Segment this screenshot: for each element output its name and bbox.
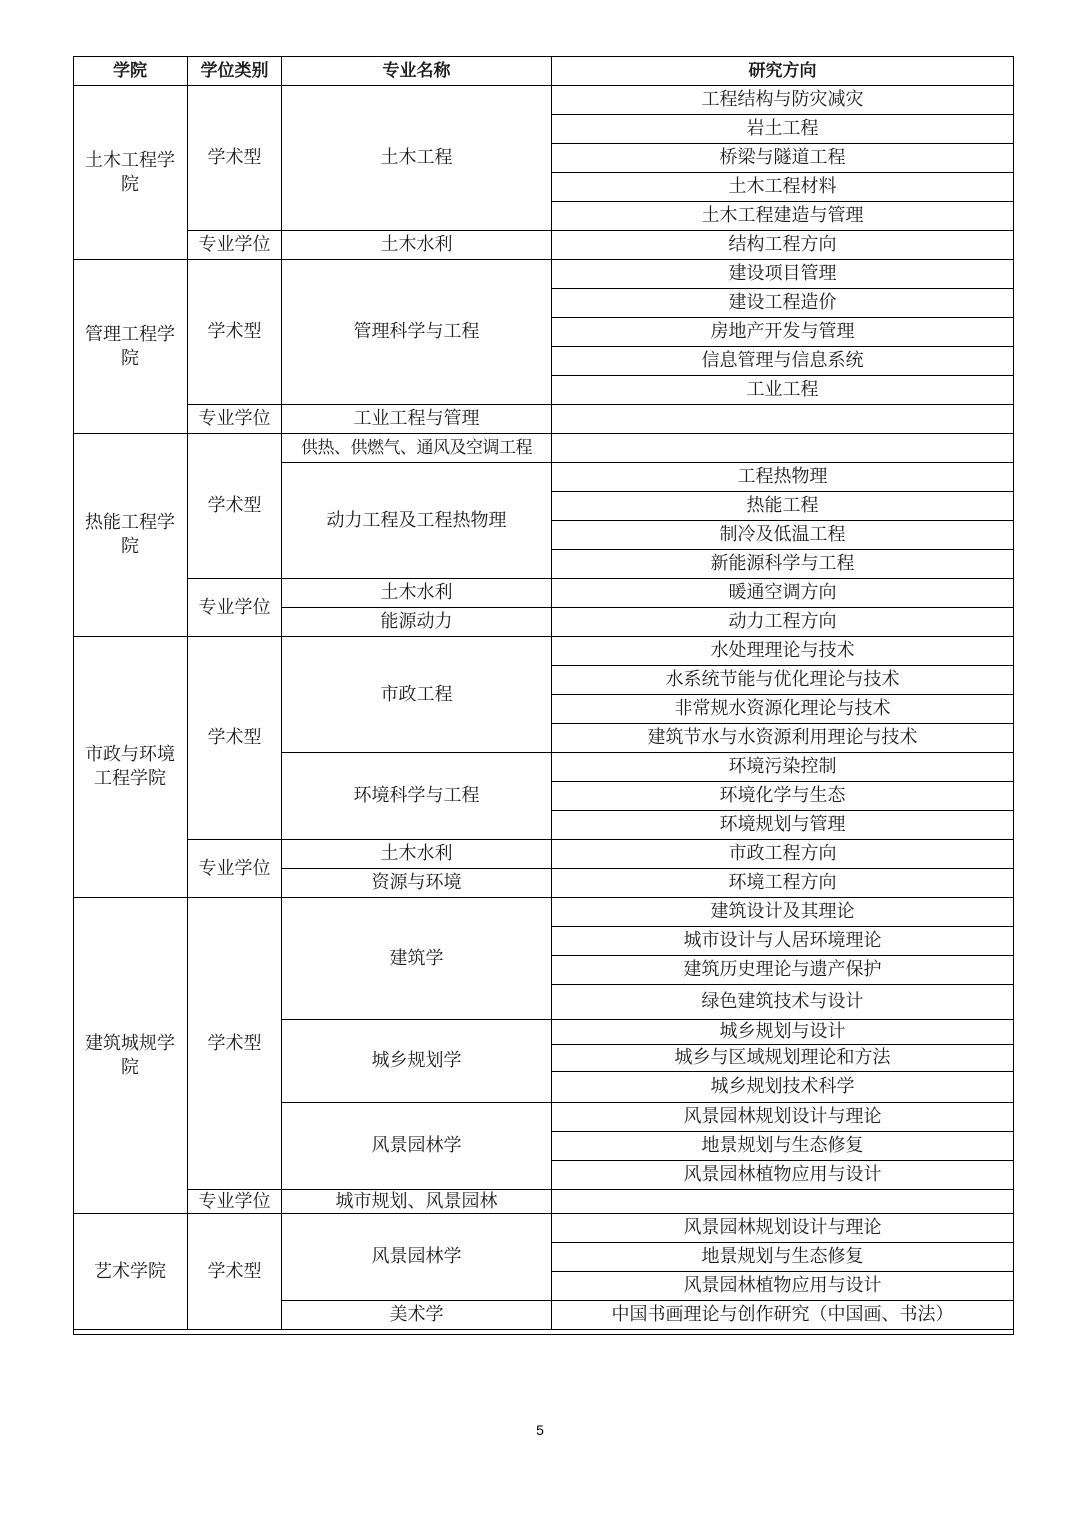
research-direction-cell: 热能工程 <box>552 492 1014 521</box>
major-name-cell: 城市规划、风景园林 <box>282 1190 552 1214</box>
research-direction-cell: 环境污染控制 <box>552 753 1014 782</box>
research-direction-cell: 工业工程 <box>552 376 1014 405</box>
research-direction-cell: 非常规水资源化理论与技术 <box>552 695 1014 724</box>
research-direction-cell: 环境规划与管理 <box>552 811 1014 840</box>
major-name-cell: 土木工程 <box>282 86 552 231</box>
degree-type-cell: 学术型 <box>188 1214 282 1330</box>
research-direction-cell: 地景规划与生态修复 <box>552 1132 1014 1161</box>
college-cell: 管理工程学院 <box>73 260 188 434</box>
research-direction-cell: 暖通空调方向 <box>552 579 1014 608</box>
page-number: 5 <box>536 1422 544 1438</box>
research-direction-cell: 绿色建筑技术与设计 <box>552 985 1014 1020</box>
college-cell: 市政与环境工程学院 <box>73 637 188 898</box>
research-direction-cell: 城乡规划技术科学 <box>552 1072 1014 1103</box>
degree-type-cell: 专业学位 <box>188 1190 282 1214</box>
header-college: 学院 <box>73 56 188 86</box>
header-research-direction: 研究方向 <box>552 56 1014 86</box>
major-name-cell: 风景园林学 <box>282 1103 552 1190</box>
research-direction-cell: 建筑历史理论与遗产保护 <box>552 956 1014 985</box>
research-direction-cell: 新能源科学与工程 <box>552 550 1014 579</box>
research-direction-cell: 城乡规划与设计 <box>552 1020 1014 1045</box>
major-name-cell: 管理科学与工程 <box>282 260 552 405</box>
research-direction-cell: 地景规划与生态修复 <box>552 1243 1014 1272</box>
research-direction-cell <box>552 405 1014 434</box>
research-direction-cell: 制冷及低温工程 <box>552 521 1014 550</box>
research-direction-cell: 房地产开发与管理 <box>552 318 1014 347</box>
degree-type-cell: 学术型 <box>188 260 282 405</box>
header-major-name: 专业名称 <box>282 56 552 86</box>
degree-type-cell: 学术型 <box>188 434 282 579</box>
major-name-cell: 动力工程及工程热物理 <box>282 463 552 579</box>
research-direction-cell: 建筑设计及其理论 <box>552 898 1014 927</box>
major-name-cell: 工业工程与管理 <box>282 405 552 434</box>
major-name-cell: 土木水利 <box>282 579 552 608</box>
research-direction-cell <box>552 434 1014 463</box>
degree-type-cell: 专业学位 <box>188 579 282 637</box>
research-direction-cell: 工程结构与防灾减灾 <box>552 86 1014 115</box>
major-name-cell: 城乡规划学 <box>282 1020 552 1103</box>
major-name-cell: 供热、供燃气、通风及空调工程 <box>282 434 552 463</box>
major-name-cell: 市政工程 <box>282 637 552 753</box>
degree-type-cell: 专业学位 <box>188 405 282 434</box>
header-degree-type: 学位类别 <box>188 56 282 86</box>
major-name-cell: 风景园林学 <box>282 1214 552 1301</box>
research-direction-cell: 风景园林规划设计与理论 <box>552 1214 1014 1243</box>
research-direction-cell: 市政工程方向 <box>552 840 1014 869</box>
research-direction-cell: 结构工程方向 <box>552 231 1014 260</box>
research-direction-cell: 桥梁与隧道工程 <box>552 144 1014 173</box>
research-direction-cell: 工程热物理 <box>552 463 1014 492</box>
research-direction-cell: 风景园林植物应用与设计 <box>552 1272 1014 1301</box>
research-direction-cell: 中国书画理论与创作研究（中国画、书法） <box>552 1301 1014 1330</box>
major-name-cell: 能源动力 <box>282 608 552 637</box>
research-direction-cell: 环境化学与生态 <box>552 782 1014 811</box>
research-direction-cell <box>552 1190 1014 1214</box>
research-direction-cell: 建设工程造价 <box>552 289 1014 318</box>
college-cell: 热能工程学院 <box>73 434 188 637</box>
research-direction-cell: 风景园林规划设计与理论 <box>552 1103 1014 1132</box>
research-direction-cell: 建设项目管理 <box>552 260 1014 289</box>
degree-type-cell: 学术型 <box>188 86 282 231</box>
degree-type-cell: 学术型 <box>188 898 282 1190</box>
degree-type-cell: 专业学位 <box>188 840 282 898</box>
major-name-cell: 建筑学 <box>282 898 552 1020</box>
research-direction-cell: 建筑节水与水资源利用理论与技术 <box>552 724 1014 753</box>
research-direction-cell: 土木工程建造与管理 <box>552 202 1014 231</box>
degree-type-cell: 学术型 <box>188 637 282 840</box>
degree-type-cell: 专业学位 <box>188 231 282 260</box>
research-direction-cell: 动力工程方向 <box>552 608 1014 637</box>
research-direction-cell: 信息管理与信息系统 <box>552 347 1014 376</box>
research-direction-cell: 土木工程材料 <box>552 173 1014 202</box>
research-direction-cell: 环境工程方向 <box>552 869 1014 898</box>
research-direction-cell: 城市设计与人居环境理论 <box>552 927 1014 956</box>
program-table <box>73 56 1014 1335</box>
college-cell: 艺术学院 <box>73 1214 188 1330</box>
college-cell: 建筑城规学院 <box>73 898 188 1214</box>
major-name-cell: 美术学 <box>282 1301 552 1330</box>
major-name-cell: 环境科学与工程 <box>282 753 552 840</box>
major-name-cell: 土木水利 <box>282 231 552 260</box>
research-direction-cell: 水系统节能与优化理论与技术 <box>552 666 1014 695</box>
research-direction-cell: 城乡与区域规划理论和方法 <box>552 1045 1014 1072</box>
research-direction-cell: 岩土工程 <box>552 115 1014 144</box>
college-cell: 土木工程学院 <box>73 86 188 260</box>
major-name-cell: 资源与环境 <box>282 869 552 898</box>
research-direction-cell: 水处理理论与技术 <box>552 637 1014 666</box>
major-name-cell: 土木水利 <box>282 840 552 869</box>
research-direction-cell: 风景园林植物应用与设计 <box>552 1161 1014 1190</box>
